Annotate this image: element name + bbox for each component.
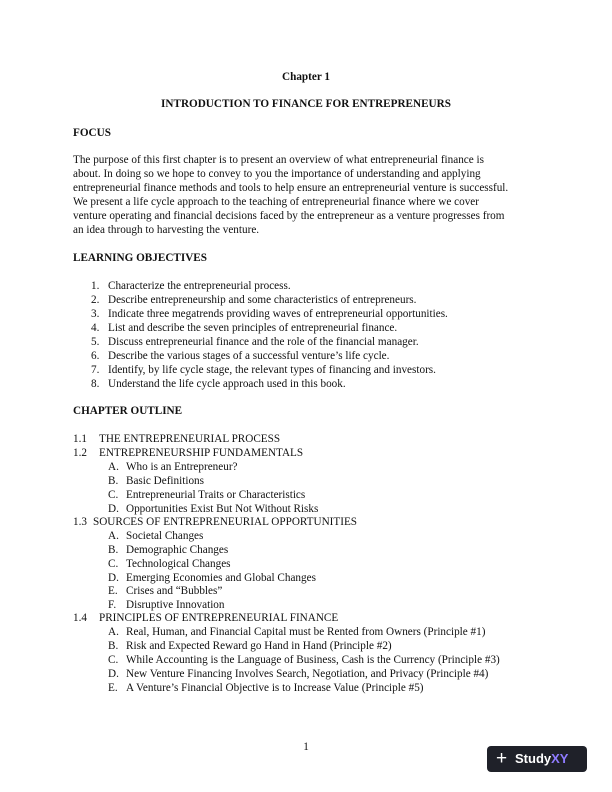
item-letter: E. — [108, 682, 118, 694]
item-letter: A. — [108, 530, 119, 542]
section-number: 1.1 — [73, 433, 87, 445]
item-letter: C. — [108, 558, 119, 570]
plus-icon: + — [496, 748, 508, 769]
item-text: Who is an Entrepreneur? — [126, 461, 238, 473]
item-letter: B. — [108, 475, 119, 487]
item-letter: D. — [108, 668, 119, 680]
page-number: 1 — [303, 741, 309, 753]
focus-line: about. In doing so we hope to convey to you the importance of understanding and applying — [73, 168, 481, 180]
objective-number: 4. — [91, 322, 100, 334]
item-letter: C. — [108, 654, 119, 666]
chapter-label: Chapter 1 — [282, 71, 330, 83]
item-text: Demographic Changes — [126, 544, 229, 556]
objective-number: 8. — [91, 378, 100, 390]
objective-number: 6. — [91, 350, 100, 362]
objective-number: 3. — [91, 308, 100, 320]
item-text: Disruptive Innovation — [126, 599, 225, 611]
objective-number: 7. — [91, 364, 100, 376]
focus-heading: FOCUS — [73, 127, 111, 139]
item-text: Basic Definitions — [126, 475, 204, 487]
item-letter: A. — [108, 461, 119, 473]
item-text: Emerging Economies and Global Changes — [126, 572, 316, 584]
focus-line: an idea through to harvesting the venture. — [73, 224, 260, 236]
objective-text: Understand the life cycle approach used in this book. — [108, 378, 346, 390]
objective-number: 1. — [91, 280, 100, 292]
focus-line: venture operating and financial decisions faced by the entrepreneur as a venture progresses from — [73, 210, 505, 222]
section-number: 1.2 — [73, 447, 87, 459]
item-letter: B. — [108, 640, 119, 652]
item-text: Technological Changes — [126, 558, 231, 570]
section-title: THE ENTREPRENEURIAL PROCESS — [99, 433, 281, 445]
objective-number: 2. — [91, 294, 100, 306]
item-text: Real, Human, and Financial Capital must be Rented from Owners (Principle #1) — [126, 626, 486, 638]
chapter-title: INTRODUCTION TO FINANCE FOR ENTREPRENEURS — [161, 98, 451, 110]
item-text: Societal Changes — [126, 530, 204, 542]
item-text: Crises and “Bubbles” — [126, 585, 223, 597]
objective-text: Discuss entrepreneurial finance and the role of the financial manager. — [108, 336, 419, 348]
section-title: ENTREPRENEURSHIP FUNDAMENTALS — [99, 447, 304, 459]
item-letter: F. — [108, 599, 117, 611]
objective-text: Characterize the entrepreneurial process. — [108, 280, 291, 292]
section-title: PRINCIPLES OF ENTREPRENEURIAL FINANCE — [99, 612, 339, 624]
section-number: 1.4 — [73, 612, 87, 624]
focus-line: entrepreneurial finance methods and tools to help ensure an entrepreneurial venture is successful. — [73, 182, 509, 194]
item-text: Entrepreneurial Traits or Characteristics — [126, 489, 306, 501]
focus-line: We present a life cycle approach to the teaching of entrepreneurial finance where we cover — [73, 196, 479, 208]
item-text: Opportunities Exist But Not Without Risks — [126, 503, 319, 515]
item-letter: D. — [108, 572, 119, 584]
objective-text: Describe the various stages of a successful venture’s life cycle. — [108, 350, 390, 362]
item-text: A Venture’s Financial Objective is to Increase Value (Principle #5) — [126, 682, 424, 694]
item-text: Risk and Expected Reward go Hand in Hand (Principle #2) — [126, 640, 392, 652]
item-letter: C. — [108, 489, 119, 501]
objective-text: Identify, by life cycle stage, the relevant types of financing and investors. — [108, 364, 436, 376]
brand-accent: XY — [551, 751, 569, 766]
item-text: New Venture Financing Involves Search, Negotiation, and Privacy (Principle #4) — [126, 668, 489, 680]
section-number: 1.3 — [73, 516, 87, 528]
outline-heading: CHAPTER OUTLINE — [73, 405, 183, 417]
item-letter: E. — [108, 585, 118, 597]
brand-logo — [515, 746, 568, 772]
objective-number: 5. — [91, 336, 100, 348]
item-letter: A. — [108, 626, 119, 638]
studyxy-watermark — [487, 746, 587, 772]
objective-text: Describe entrepreneurship and some characteristics of entrepreneurs. — [108, 294, 417, 306]
objective-text: List and describe the seven principles of entrepreneurial finance. — [108, 322, 398, 334]
item-text: While Accounting is the Language of Business, Cash is the Currency (Principle #3) — [126, 654, 500, 666]
item-letter: D. — [108, 503, 119, 515]
objectives-heading: LEARNING OBJECTIVES — [73, 252, 207, 264]
section-title: SOURCES OF ENTREPRENEURIAL OPPORTUNITIES — [93, 516, 358, 528]
objective-text: Indicate three megatrends providing waves of entrepreneurial opportunities. — [108, 308, 448, 320]
item-letter: B. — [108, 544, 119, 556]
brand-main: Study — [515, 751, 552, 766]
focus-line: The purpose of this first chapter is to present an overview of what entrepreneurial finance is — [73, 154, 484, 166]
